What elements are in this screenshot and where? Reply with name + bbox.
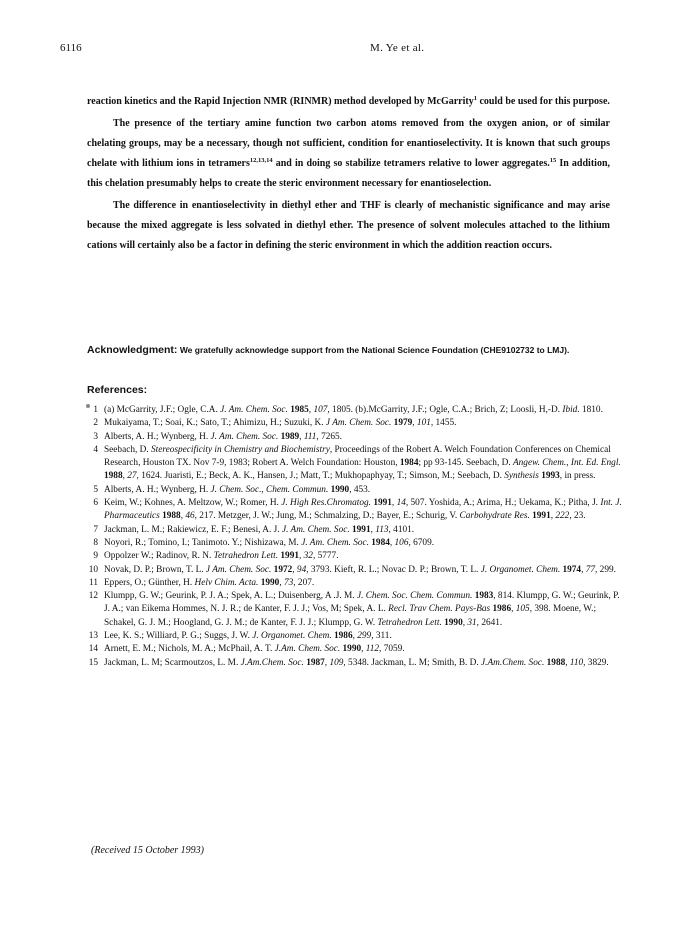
reference-italic: 105	[515, 604, 530, 615]
reference-text: Alberts, A. H.; Wynberg, H.	[104, 484, 211, 495]
paragraph-1	[87, 92, 610, 112]
reference-italic: J. Am. Chem. Soc.	[301, 537, 369, 548]
reference-text: ,	[391, 498, 397, 509]
reference-text: , 814. Klumpp, G. W.; Geurink, P. J. A.; van Eikema Hommes, N. J. R.; de Kanter, F. J. J.; Vos, M; Spek, A. L.	[104, 591, 620, 615]
reference-year: 1987	[306, 657, 325, 668]
running-head: M. Ye et al.	[370, 42, 425, 54]
reference-number: 10	[88, 564, 98, 575]
reference-number: 6	[93, 498, 98, 509]
reference-year: 1989	[280, 431, 300, 442]
reference-text: , 7059.	[379, 644, 405, 655]
reference-text: ,	[324, 657, 330, 668]
reference-item	[83, 404, 623, 417]
reference-item	[83, 564, 623, 577]
reference-text: , 3829.	[583, 657, 609, 668]
reference-text: , 311.	[371, 631, 392, 642]
reference-year: 1983	[474, 591, 494, 602]
reference-text: , 4101.	[388, 524, 415, 535]
reference-italic: Stereospecificity in Chemistry and Biochemistry	[150, 444, 330, 455]
acknowledgment-text: We gratefully acknowledge support from the National Science Foundation (CHE9102732 to LMJ).	[179, 345, 570, 355]
reference-text: , 217. Metzger, J. W.; Jung, M.; Schmalzing, D.; Bayer, E.; Schurig, V.	[194, 511, 460, 522]
reference-year: 1984	[399, 458, 419, 469]
reference-text: ,	[389, 537, 395, 548]
reference-year: 1988	[162, 511, 181, 522]
reference-text: , 1805. (b).McGarrity, J.F.; Ogle, C.A.; Brich, Z; Loosli, H,-D.	[327, 405, 563, 415]
reference-item	[83, 537, 623, 550]
reference-italic: Tetrahedron Lett.	[213, 551, 279, 562]
reference-italic: 106	[394, 537, 409, 548]
reference-italic: 109	[329, 657, 344, 668]
reference-text: , 2641.	[476, 617, 503, 628]
reference-text: , 3793. Kieft, R. L.; Novac D. P.; Brown, T. L.	[306, 564, 481, 575]
reference-item	[83, 417, 623, 430]
paragraph-2	[87, 114, 610, 194]
reference-number: 5	[93, 484, 98, 495]
reference-year: 1991	[280, 551, 299, 562]
reference-italic: 113	[375, 524, 389, 535]
reference-text: ,	[565, 657, 570, 668]
reference-year: 1985	[290, 405, 309, 415]
reference-text: Mukaiyama, T.; Soai, K.; Sato, T.; Ahimizu, H.; Suzuki, K.	[104, 418, 326, 429]
reference-italic: J. Am. Chem. Soc.	[220, 405, 288, 415]
reference-year: 1990	[444, 617, 463, 628]
reference-italic: 94	[296, 564, 307, 575]
reference-text: 1810.	[579, 405, 603, 415]
paragraph-2-text-c: In addition, this chelation presumably helps to create the steric environment necessary for enantioselection.	[87, 158, 611, 189]
reference-text: , 5777.	[312, 551, 339, 562]
received-date: (Received 15 October 1993)	[91, 845, 205, 856]
reference-number: 15	[88, 657, 98, 668]
reference-italic: 112	[365, 644, 380, 655]
reference-item	[83, 497, 623, 524]
reference-italic: 101	[416, 418, 431, 429]
reference-item	[83, 590, 623, 630]
reference-item	[83, 484, 623, 497]
reference-year: 1988	[546, 657, 566, 668]
reference-text: Noyori, R.; Tomino, I.; Tanimoto. Y.; Nishizawa, M.	[104, 537, 302, 548]
reference-text: Novak, D. P.; Brown, T. L.	[104, 564, 206, 575]
reference-text: , 299.	[595, 564, 616, 575]
reference-text: , Proceedings of the Robert A. Welch Foundation Conferences on Chemical Research, Houston TX. Nov 7-9, 1983; Robert A. Welch Foundation: Houston,	[104, 444, 611, 469]
reference-number: 13	[88, 631, 98, 642]
reference-text: ,	[581, 564, 586, 575]
reference-text: Keim, W.; Kohnes, A. Meltzow, W.; Romer, H.	[104, 498, 282, 509]
reference-year: 1990	[260, 577, 280, 588]
reference-italic: 77	[585, 564, 596, 575]
reference-italic: Angew. Chem., Int. Ed. Engl.	[512, 458, 621, 469]
reference-italic: Synthesis	[504, 471, 539, 482]
reference-year: 1991	[352, 524, 371, 535]
reference-number: 8	[93, 537, 98, 548]
reference-italic: 299	[357, 631, 372, 642]
reference-text: Jackman, L. M; Scarmoutzos, L. M.	[104, 657, 241, 668]
reference-text: ,	[279, 577, 284, 588]
reference-text: ,	[299, 431, 304, 442]
reference-italic: J.Am. Chem. Soc.	[274, 644, 341, 655]
reference-text: , in press.	[559, 471, 596, 482]
reference-italic: J. Chem. Soc. Chem. Commun.	[356, 591, 473, 602]
reference-item	[83, 444, 623, 484]
reference-text: ,	[511, 604, 516, 615]
page-header	[60, 42, 620, 58]
reference-text: ,	[299, 551, 304, 562]
reference-italic: J Am. Chem. Soc.	[205, 564, 272, 575]
reference-number: 11	[89, 577, 98, 588]
reference-year: 1993	[541, 471, 560, 482]
reference-year: 1979	[393, 418, 413, 429]
reference-italic: 32	[303, 551, 313, 562]
reference-text: Seebach, D.	[104, 444, 151, 455]
reference-number: 12	[88, 591, 98, 602]
reference-text: ,	[370, 524, 376, 535]
reference-year: 1986	[334, 631, 353, 642]
reference-item	[83, 577, 623, 590]
reference-italic: 222	[555, 511, 570, 522]
reference-italic: 27	[127, 471, 137, 482]
reference-text: ,	[550, 511, 556, 522]
acknowledgment	[87, 344, 617, 356]
reference-italic: J. Organomet. Chem.	[252, 631, 332, 642]
reference-italic: Recl. Trav Chem. Pays-Bas	[388, 604, 491, 615]
reference-number: 4	[93, 444, 98, 455]
reference-italic: J Am. Chem. Soc.	[325, 418, 392, 429]
reference-text: Klumpp, G. W.; Geurink, P. J. A.; Spek, A. L.; Duisenberg, A .J. M.	[104, 591, 357, 602]
paragraph-2-text-a: The presence of the tertiary amine function two carbon atoms removed from the oxygen anion, or of similar chelating groups, may be a necessary, though not sufficient, condition for enantioselectivity. It is known that such groups chelate with lithium ions in tetramers	[87, 118, 610, 169]
reference-italic: Helv Chim. Acta.	[194, 577, 259, 588]
reference-text: Oppolzer W.; Radinov, R. N.	[104, 551, 214, 562]
reference-text: Jackman, L. M.; Rakiewicz, E. F.; Benesi, A. J.	[104, 524, 282, 535]
reference-number: 1	[93, 405, 98, 415]
citation-superscript: 1	[473, 95, 477, 102]
reference-text: ,	[180, 511, 186, 522]
reference-year: 1990	[342, 644, 362, 655]
reference-text: , 7265.	[316, 431, 342, 442]
reference-text: ; pp 93-145. Seebach, D.	[418, 458, 513, 469]
reference-number: 7	[93, 524, 98, 535]
reference-text: , 1624. Juaristi, E.; Beck, A. K., Hansen, J.; Matt, T.; Mukhopaphyay, T.; Simson, M.; Seebach, D.	[136, 471, 505, 482]
reference-text: ,	[292, 564, 297, 575]
reference-italic: 107	[313, 405, 328, 415]
body-text	[87, 92, 610, 258]
reference-year: 1990	[330, 484, 350, 495]
reference-italic: J.Am.Chem. Soc.	[481, 657, 545, 668]
reference-text: , 1455.	[430, 418, 457, 429]
reference-item	[83, 643, 623, 656]
reference-italic: 31	[467, 617, 477, 628]
reference-italic: J. Chem. Soc., Chem. Commun.	[210, 484, 329, 495]
reference-italic: 73	[283, 577, 294, 588]
reference-text: Arnett, E. M.; Nichols, M. A.; McPhail, A. T.	[104, 644, 275, 655]
reference-text: Eppers, O.; Günther, H.	[104, 577, 195, 588]
citation-superscript: 12,13,14	[249, 157, 273, 164]
reference-text: ,	[352, 631, 358, 642]
reference-text: , 398. Moene, W.; Schakel, G. J. M.; Hoogland, G. J. M.; de Kanter, F. J. J.; Klumpp, G. W.	[104, 604, 597, 628]
paragraph-1-end: could be used for this purpose.	[476, 96, 610, 107]
page-number: 6116	[60, 42, 82, 54]
reference-italic: 110	[569, 657, 584, 668]
reference-italic: J. Am. Chem. Soc.	[281, 524, 350, 535]
reference-italic: Ibid.	[562, 405, 580, 415]
paragraph-1-text: reaction kinetics and the Rapid Injection NMR (RINMR) method developed by McGarrity	[87, 96, 474, 107]
reference-text: , 453.	[349, 484, 371, 495]
reference-text: ,	[361, 644, 366, 655]
reference-text: , 23.	[569, 511, 586, 522]
reference-italic: J.Am.Chem. Soc.	[240, 657, 304, 668]
paragraph-2-text-b: and in doing so stabilize tetramers relative to lower aggregates.	[272, 158, 550, 169]
reference-year: 1991	[373, 498, 392, 509]
reference-italic: J. Organomet. Chem.	[480, 564, 561, 575]
reference-italic: 46	[185, 511, 195, 522]
reference-item	[83, 630, 623, 643]
reference-item	[83, 550, 623, 563]
reference-number: 14	[88, 644, 98, 655]
reference-text: , 6709.	[408, 537, 435, 548]
acknowledgment-heading: Acknowledgment:	[87, 344, 178, 356]
reference-year: 1984	[371, 537, 390, 548]
reference-text: ,	[462, 617, 468, 628]
reference-year: 1991	[532, 511, 551, 522]
reference-italic: Int. J. Pharmaceutics	[104, 498, 622, 522]
reference-italic: J. High Res.Chromatog.	[281, 498, 371, 509]
references-heading: References:	[87, 384, 148, 396]
reference-text: Alberts, A. H.; Wynberg, H.	[104, 431, 211, 442]
reference-italic: 111	[303, 431, 317, 442]
reference-text: , 5348. Jackman, L. M; Smith, B. D.	[343, 657, 482, 668]
reference-italic: Carbohydrate Res.	[459, 511, 530, 522]
reference-text: ,	[308, 405, 314, 415]
reference-italic: J. Am. Chem. Soc.	[210, 431, 279, 442]
reference-year: 1972	[273, 564, 293, 575]
reference-italic: Tetrahedron Lett.	[377, 617, 442, 628]
reference-number: 2	[93, 418, 98, 429]
reference-number: 3	[93, 431, 98, 442]
reference-year: 1974	[562, 564, 582, 575]
reference-year: 1986	[492, 604, 512, 615]
references-list	[83, 404, 623, 670]
reference-text: , 507. Yoshida, A.; Arima, H.; Uekama, K.; Pitha, J.	[405, 498, 601, 509]
reference-text: ,	[412, 418, 417, 429]
reference-number: 9	[93, 551, 98, 562]
reference-text: , 207.	[293, 577, 315, 588]
reference-text: ,	[122, 471, 128, 482]
reference-text: (a) McGarrity, J.F.; Ogle, C.A.	[104, 405, 221, 415]
reference-item	[83, 431, 623, 444]
paragraph-3: The difference in enantioselectivity in diethyl ether and THF is clearly of mechanistic significance and may arise because the mixed aggregate is less solvated in diethyl ether. The presence of solvent molecules attached to the lithium cations will certainly also be a factor in defining the steric environment in which the addition reaction occurs.	[87, 200, 610, 251]
reference-italic: 14	[396, 498, 406, 509]
reference-text: Lee, K. S.; Williard, P. G.; Suggs, J. W.	[104, 631, 253, 642]
reference-year: 1988	[104, 471, 123, 482]
reference-item	[83, 657, 623, 670]
citation-superscript: 15	[549, 157, 557, 164]
reference-item	[83, 524, 623, 537]
